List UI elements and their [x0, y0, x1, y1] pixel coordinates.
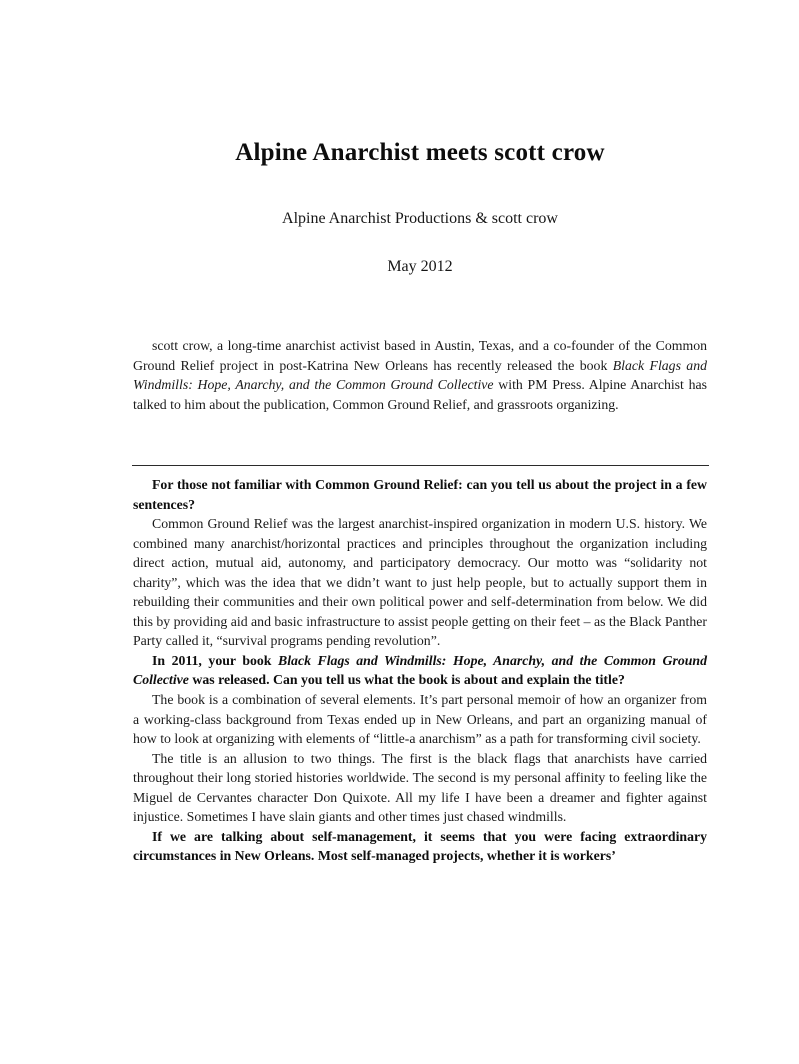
interview-answer-2-para-1: The book is a combination of several elements. It’s part personal memoir of how an organizer from a working-class background from Texas ended up in New Orleans, and part an organizing manual of how to look at organizing with elements of “little-a anarchism” as a path for transforming civil society.	[133, 692, 707, 747]
interview-question-2	[133, 651, 707, 690]
interview-question-1: For those not familiar with Common Ground Relief: can you tell us about the project in a few sentences?	[133, 477, 707, 512]
book-title-italic: Black Flags and Windmills: Hope, Anarchy, and the Common Ground Collective	[133, 357, 708, 393]
interview-body	[133, 475, 707, 866]
page-title: Alpine Anarchist meets scott crow	[235, 139, 605, 166]
intro-text-after-book-title: with PM Press. Alpine Anarchist has talked to him about the publication, Common Ground Relief, and grassroots organizing.	[133, 377, 707, 412]
publication-date: May 2012	[387, 258, 453, 275]
intro-section	[133, 336, 707, 414]
question-2-text-after-book-title: was released. Can you tell us what the book is about and explain the title?	[188, 672, 625, 688]
byline: Alpine Anarchist Productions & scott crow	[282, 210, 558, 227]
interview-answer-2-para-2: The title is an allusion to two things. The first is the black flags that anarchists have carried throughout their long storied histories worldwide. The second is my personal affinity to feeling like the Miguel de Cervantes character Don Quixote. All my life I have been a dreamer and fighter against injustice. Sometimes I have slain giants and other times just chased windmills.	[133, 750, 707, 825]
book-title-bold-italic: Black Flags and Windmills: Hope, Anarchy, and the Common Ground Collective	[133, 652, 707, 688]
interview-question-3-truncated: If we are talking about self-management, it seems that you were facing extraordinary circumstances in New Orleans. Most self-managed projects, whether it is workers’	[133, 828, 707, 864]
question-2-text-before-book-title: In 2011, your book	[152, 652, 279, 668]
section-divider-rule	[132, 465, 709, 466]
intro-paragraph	[133, 336, 707, 414]
intro-text-before-book-title: scott crow, a long-time anarchist activist based in Austin, Texas, and a co-founder of the Common Ground Relief project in post-Katrina New Orleans has recently released the book	[133, 338, 707, 373]
interview-answer-1: Common Ground Relief was the largest anarchist-inspired organization in modern U.S. history. We combined many anarchist/horizontal practices and principles throughout the organization including direct action, mutual aid, autonomy, and participatory democracy. Our motto was “solidarity not charity”, which was the idea that we didn’t want to just help people, but to actually support them in rebuilding their communities and their own political power and self-determination from below. We did this by providing aid and basic infrastructure to assist people getting on their feet – as the Black Panther Party called it, “survival programs pending revolution”.	[133, 516, 707, 649]
